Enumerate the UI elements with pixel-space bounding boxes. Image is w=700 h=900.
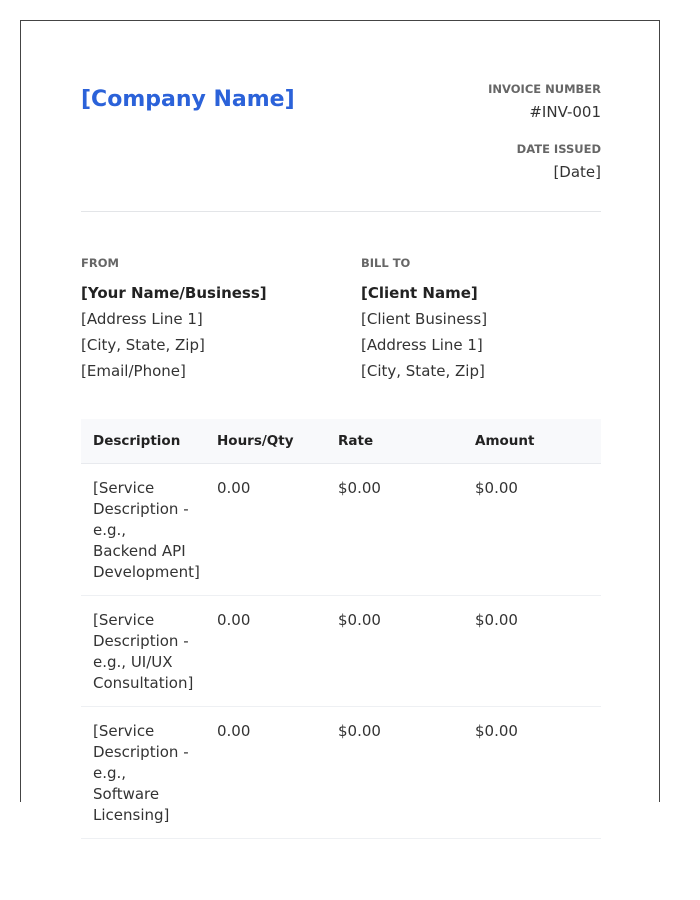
date-issued-label: DATE ISSUED [516, 142, 601, 156]
client-business-line: [Client Business] [361, 310, 488, 328]
from-section [81, 255, 341, 384]
table-header-row [81, 419, 601, 464]
invoice-number: #INV-001 [529, 103, 601, 121]
from-contact-line: [Email/Phone] [81, 362, 186, 380]
invoice-page [20, 20, 660, 824]
row-qty: 0.00 [205, 707, 326, 839]
row-description: [Service Description - e.g., UI/UX Consultation] [81, 596, 205, 707]
from-city-line: [City, State, Zip] [81, 336, 205, 354]
invoice-meta [401, 81, 601, 184]
row-rate: $0.00 [326, 464, 463, 596]
row-description: [Service Description - e.g., Backend API Development] [81, 464, 205, 596]
line-items-table [81, 419, 601, 839]
date-issued: [Date] [553, 163, 601, 181]
table-row [81, 596, 601, 707]
client-city-line: [City, State, Zip] [361, 362, 485, 380]
client-address-line: [Address Line 1] [361, 336, 483, 354]
header-description: Description [81, 419, 205, 464]
header-divider [81, 211, 601, 212]
row-amount: $0.00 [463, 464, 601, 596]
header-hours-qty: Hours/Qty [205, 419, 326, 464]
row-qty: 0.00 [205, 596, 326, 707]
row-rate: $0.00 [326, 707, 463, 839]
invoice-number-label: INVOICE NUMBER [488, 82, 601, 96]
header-amount: Amount [463, 419, 601, 464]
bill-to-label: BILL TO [361, 256, 411, 270]
row-amount: $0.00 [463, 596, 601, 707]
table-row [81, 707, 601, 839]
from-address-line: [Address Line 1] [81, 310, 203, 328]
row-description: [Service Description - e.g., Software Licensing] [81, 707, 205, 839]
row-qty: 0.00 [205, 464, 326, 596]
table-row [81, 464, 601, 596]
company-name: [Company Name] [81, 87, 295, 112]
from-label: FROM [81, 256, 119, 270]
row-rate: $0.00 [326, 596, 463, 707]
from-name: [Your Name/Business] [81, 284, 267, 302]
header-rate: Rate [326, 419, 463, 464]
row-amount: $0.00 [463, 707, 601, 839]
bill-to-section [361, 255, 621, 384]
client-name: [Client Name] [361, 284, 478, 302]
